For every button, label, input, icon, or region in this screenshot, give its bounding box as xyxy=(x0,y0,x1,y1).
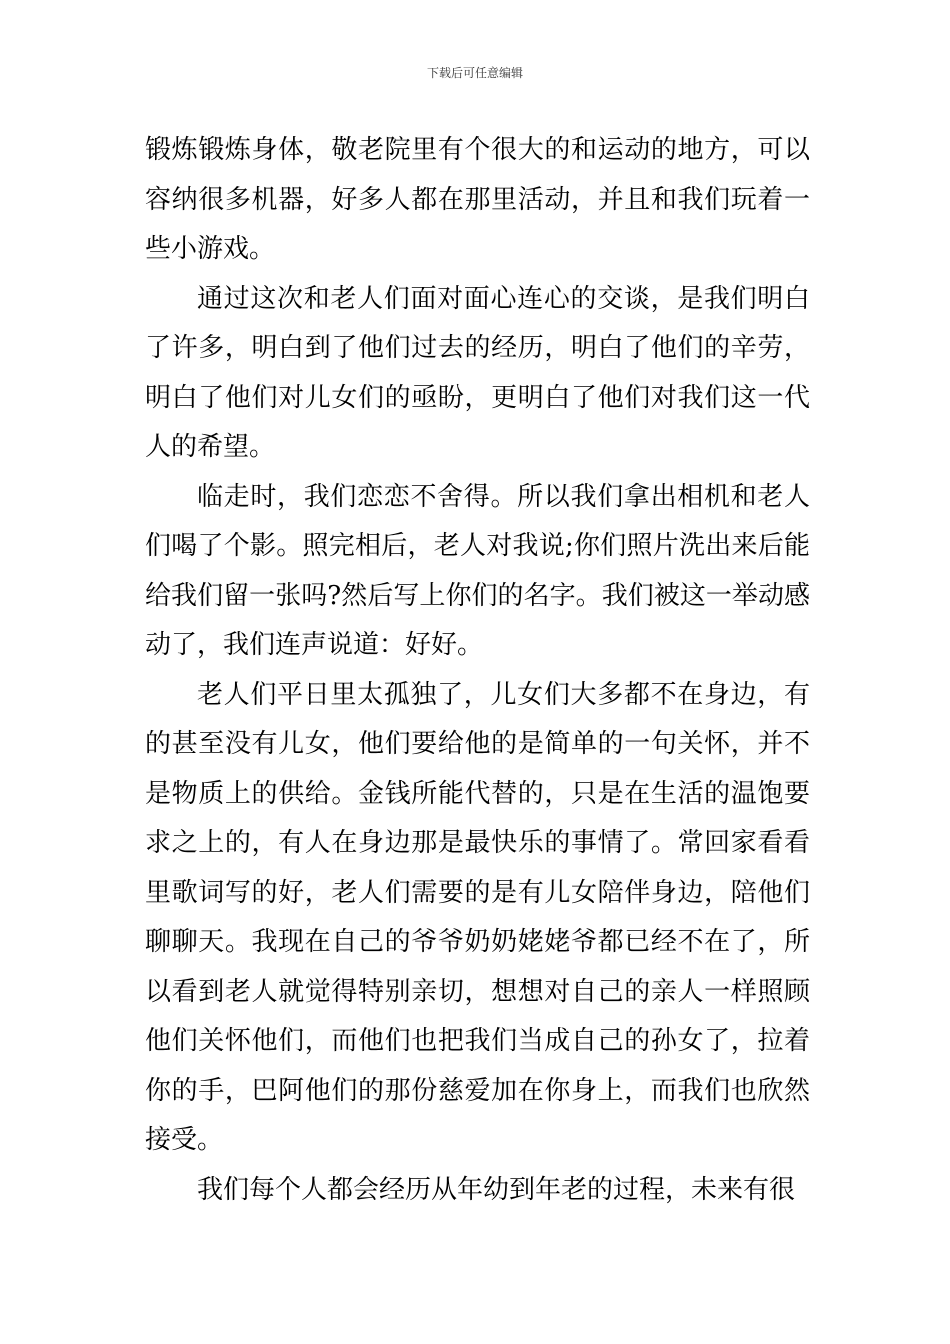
paragraph-3: 临走时，我们恋恋不舍得。所以我们拿出相机和老人们喝了个影。照完相后，老人对我说;你们照片洗出来后能给我们留一张吗?然后写上你们的名字。我们被这一举动感动了，我们连声说道：好好。 xyxy=(145,481,810,660)
paragraph-2: 通过这次和老人们面对面心连心的交谈，是我们明白了许多，明白到了他们过去的经历，明白了他们的辛劳，明白了他们对儿女们的亟盼，更明白了他们对我们这一代人的希望。 xyxy=(145,283,810,462)
paragraph-1: 锻炼锻炼身体，敬老院里有个很大的和运动的地方，可以容纳很多机器，好多人都在那里活动，并且和我们玩着一些小游戏。 xyxy=(145,135,810,264)
paragraph-4: 老人们平日里太孤独了，儿女们大多都不在身边，有的甚至没有儿女，他们要给他的是简单的一句关怀，并不是物质上的供给。金钱所能代替的，只是在生活的温饱要求之上的，有人在身边那是最快乐的事情了。常回家看看里歌词写的好，老人们需要的是有儿女陪伴身边，陪他们聊聊天。我现在自己的爷爷奶奶姥姥爷都已经不在了，所以看到老人就觉得特别亲切，想想对自己的亲人一样照顾他们关怀他们，而他们也把我们当成自己的孙女了，拉着你的手，巴阿他们的那份慈爱加在你身上，而我们也欣然接受。 xyxy=(145,679,810,1155)
body-text xyxy=(145,126,810,1215)
paragraph-5: 我们每个人都会经历从年幼到年老的过程，未来有很 xyxy=(197,1174,796,1205)
page-header: 下载后可任意编辑 xyxy=(426,66,523,80)
